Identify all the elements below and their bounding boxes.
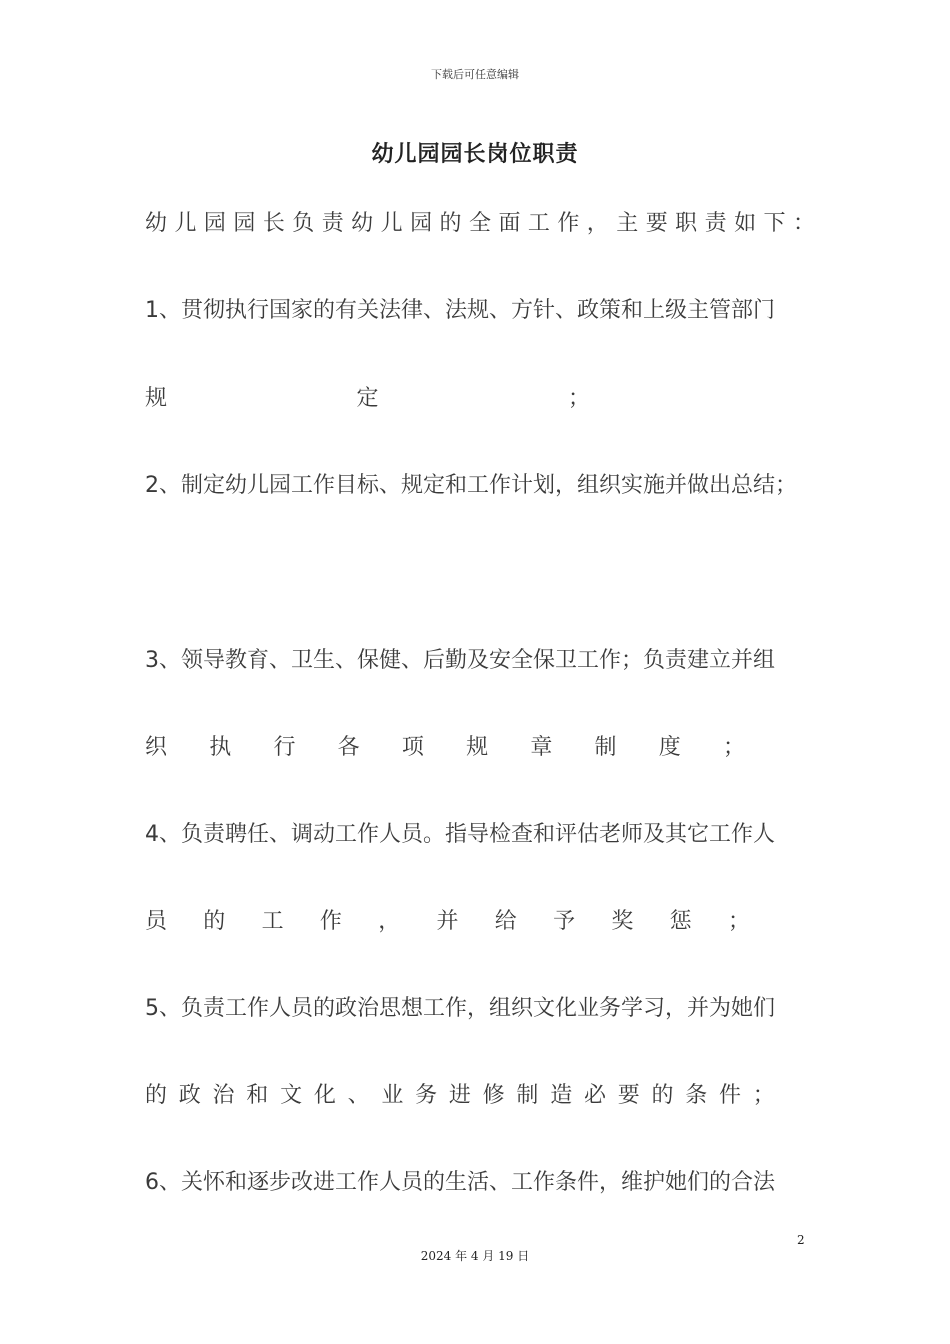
justified-char: 下 <box>763 211 786 236</box>
justified-char: 规 <box>145 386 168 411</box>
justified-char: 职 <box>675 211 698 236</box>
justified-char: 惩 <box>669 909 692 934</box>
justified-char: 进 <box>448 1083 471 1108</box>
justified-char: 园 <box>233 211 256 236</box>
justified-char: 政 <box>178 1083 201 1108</box>
justified-char: 治 <box>212 1083 235 1108</box>
item-5-line-1: 5、负责工作人员的政治思想工作，组织文化业务学习，并为她们 <box>145 996 775 1021</box>
justified-char: 面 <box>498 211 521 236</box>
justified-char: 并 <box>436 909 459 934</box>
document-title: 幼儿园园长岗位职责 <box>371 142 579 167</box>
justified-char: 予 <box>553 909 576 934</box>
justified-char: 主 <box>616 211 639 236</box>
justified-char: 制 <box>516 1083 539 1108</box>
header-note: 下载后可任意编辑 <box>431 68 519 81</box>
justified-char: 园 <box>203 211 226 236</box>
item-3-line-2 <box>145 733 745 763</box>
justified-char: 项 <box>401 735 424 760</box>
justified-char: 制 <box>594 735 617 760</box>
page-number: 2 <box>797 1233 805 1247</box>
justified-char: 要 <box>617 1083 640 1108</box>
justified-char: 的 <box>651 1083 674 1108</box>
justified-char: 责 <box>321 211 344 236</box>
justified-char: 的 <box>145 1083 168 1108</box>
justified-char: 和 <box>246 1083 269 1108</box>
justified-char: 行 <box>273 735 296 760</box>
justified-char: 工 <box>527 211 550 236</box>
justified-char: 执 <box>209 735 232 760</box>
justified-char: 员 <box>145 909 168 934</box>
item-3-line-1: 3、领导教育、卫生、保健、后勤及安全保卫工作；负责建立并组 <box>145 648 775 673</box>
justified-char: 幼 <box>145 211 168 236</box>
justified-char: 必 <box>583 1083 606 1108</box>
justified-char: 奖 <box>611 909 634 934</box>
justified-char: ： <box>792 211 815 236</box>
justified-char: 园 <box>410 211 433 236</box>
justified-char: 作 <box>557 211 580 236</box>
justified-char: 化 <box>313 1083 336 1108</box>
justified-char: 如 <box>734 211 757 236</box>
justified-char: 负 <box>292 211 315 236</box>
item-2-line-1: 2、制定幼儿园工作目标、规定和工作计划，组织实施并做出总结； <box>145 473 797 498</box>
item-4-line-1: 4、负责聘任、调动工作人员。指导检查和评估老师及其它工作人 <box>145 822 775 847</box>
justified-char: ； <box>752 1083 775 1108</box>
justified-char: 给 <box>494 909 517 934</box>
justified-char: 的 <box>203 909 226 934</box>
justified-char: 规 <box>466 735 489 760</box>
justified-char: 造 <box>550 1083 573 1108</box>
item-5-line-2 <box>145 1081 775 1111</box>
justified-char: 责 <box>704 211 727 236</box>
justified-char: 要 <box>645 211 668 236</box>
item-1-line-1: 1、贯彻执行国家的有关法律、法规、方针、政策和上级主管部门 <box>145 298 775 323</box>
justified-char: 条 <box>685 1083 708 1108</box>
item-1-line-2 <box>145 384 590 414</box>
justified-char: 全 <box>468 211 491 236</box>
justified-char: ， <box>586 211 609 236</box>
justified-char: 业 <box>381 1083 404 1108</box>
justified-char: 幼 <box>351 211 374 236</box>
justified-char: 文 <box>280 1083 303 1108</box>
justified-char: 各 <box>337 735 360 760</box>
justified-char: 织 <box>145 735 168 760</box>
justified-char: 章 <box>530 735 553 760</box>
justified-char: ， <box>378 909 401 934</box>
justified-char: 修 <box>482 1083 505 1108</box>
justified-char: 的 <box>439 211 462 236</box>
justified-char: 、 <box>347 1083 370 1108</box>
justified-char: ； <box>722 735 745 760</box>
footer-date: 2024 年 4 月 19 日 <box>420 1249 530 1263</box>
item-4-line-2 <box>145 907 750 937</box>
justified-char: ； <box>567 386 590 411</box>
justified-char: 件 <box>719 1083 742 1108</box>
item-6-line-1: 6、关怀和逐步改进工作人员的生活、工作条件，维护她们的合法 <box>145 1170 775 1195</box>
justified-char: 作 <box>319 909 342 934</box>
justified-char: 儿 <box>174 211 197 236</box>
justified-char: 务 <box>415 1083 438 1108</box>
justified-char: ； <box>727 909 750 934</box>
justified-char: 工 <box>261 909 284 934</box>
justified-char: 长 <box>262 211 285 236</box>
justified-char: 儿 <box>380 211 403 236</box>
intro-line <box>145 209 815 239</box>
justified-char: 度 <box>658 735 681 760</box>
justified-char: 定 <box>356 386 379 411</box>
